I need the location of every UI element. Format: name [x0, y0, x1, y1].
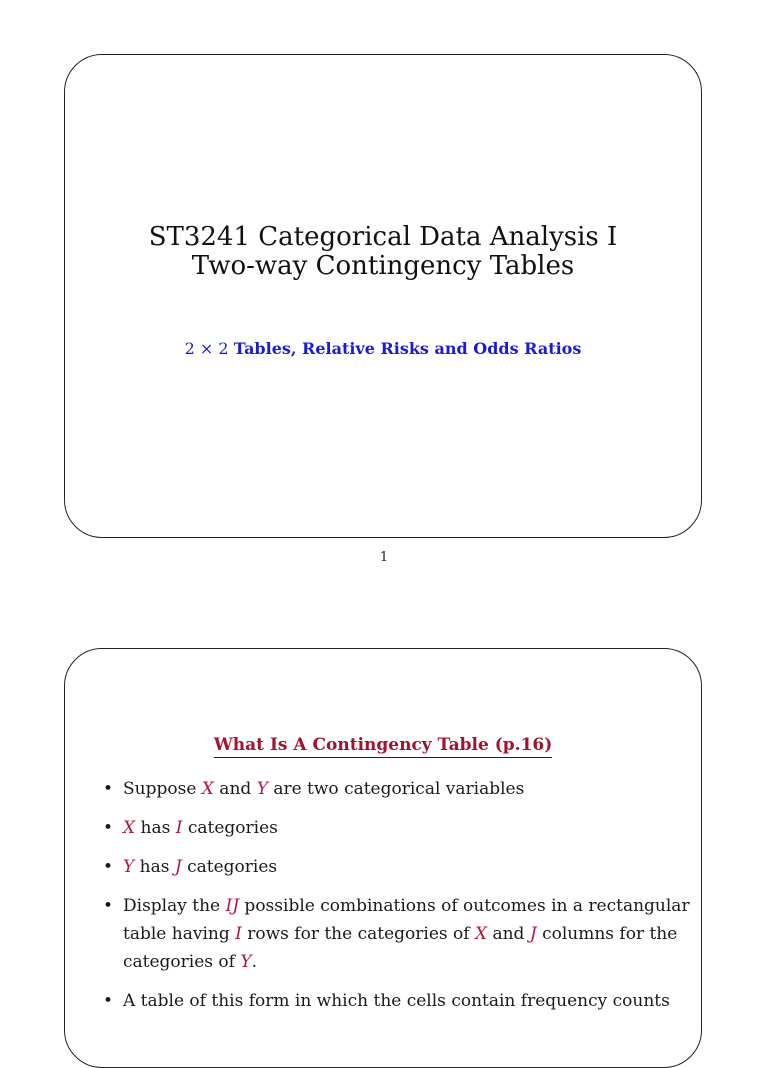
text: categories [182, 818, 278, 838]
math-var: X [474, 924, 488, 944]
slide-subtitle [65, 339, 701, 358]
math-var: Y [256, 779, 268, 799]
text: has [134, 857, 175, 877]
content-slide [64, 648, 702, 1068]
bullet-item [103, 853, 693, 881]
text: and [487, 924, 530, 944]
math-var: IJ [225, 896, 240, 916]
bullet-item [103, 987, 693, 1015]
text: rows for the categories of [241, 924, 475, 944]
text: Display the [123, 896, 226, 916]
text: . [251, 952, 257, 972]
text: possible combinations of outcomes in a rectangular table having [123, 896, 690, 944]
slide-title-line2: Two-way Contingency Tables [191, 251, 575, 281]
section-title-text: What Is A Contingency Table (p.16) [214, 735, 553, 758]
bullet-item [103, 892, 693, 976]
text: A table of this form in which the cells contain frequency counts [123, 991, 670, 1011]
bullet-list [103, 775, 693, 1026]
text: and [213, 779, 257, 799]
math-var: J [529, 924, 537, 944]
page-number: 1 [379, 550, 389, 565]
math-var: Y [240, 952, 252, 972]
text: columns for the categories of [123, 924, 678, 972]
subtitle-dimensions: 2 × 2 [184, 339, 229, 358]
subtitle-text: Tables, Relative Risks and Odds Ratios [233, 339, 582, 358]
math-var: X [201, 779, 214, 799]
math-var: X [123, 818, 136, 838]
math-var: Y [123, 857, 135, 877]
bullet-item [103, 775, 693, 803]
math-var: I [175, 818, 183, 838]
math-var: I [235, 924, 242, 944]
text: Suppose [123, 779, 202, 799]
section-title [65, 735, 701, 758]
slide-title-line1: ST3241 Categorical Data Analysis I [148, 222, 618, 252]
bullet-item [103, 814, 693, 842]
math-var: J [174, 857, 182, 877]
text: categories [181, 857, 278, 877]
text: has [135, 818, 176, 838]
text: are two categorical variables [267, 779, 525, 799]
title-slide [64, 54, 702, 538]
